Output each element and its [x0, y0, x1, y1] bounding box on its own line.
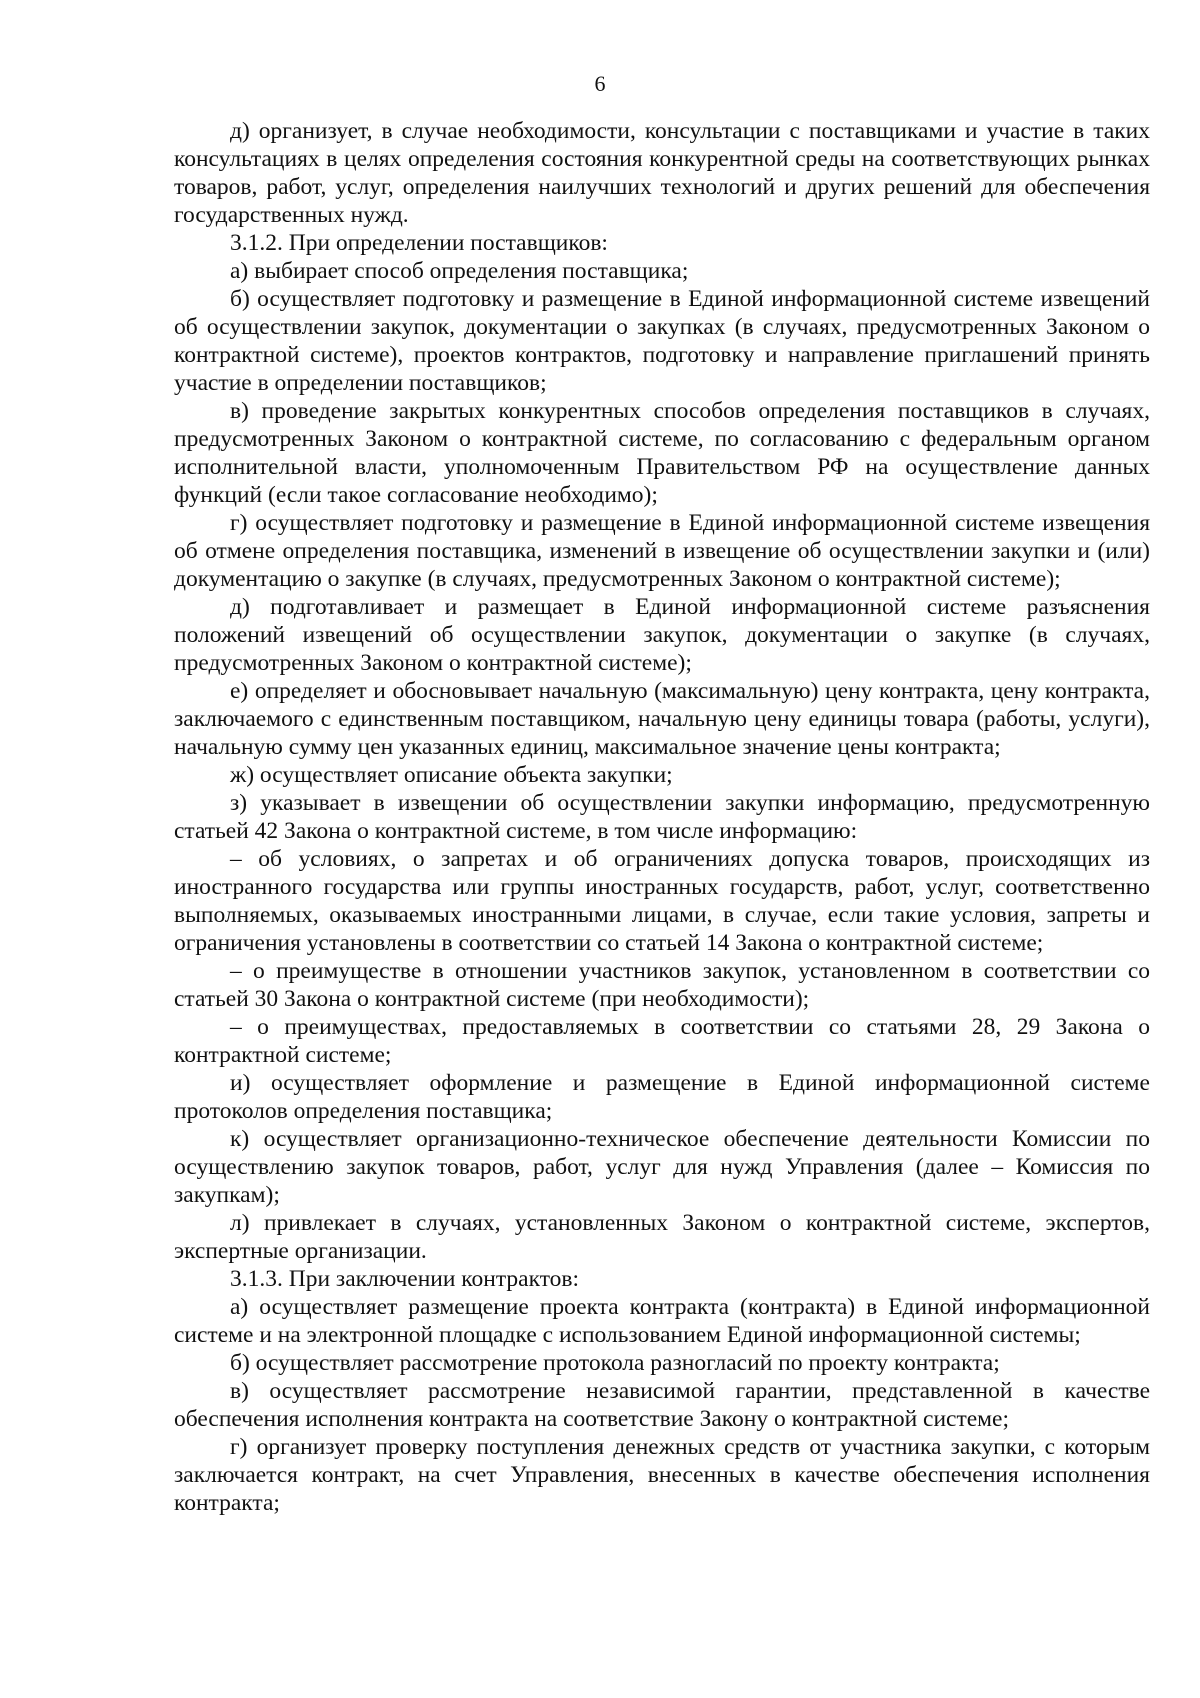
- paragraph-i-protocols: и) осуществляет оформление и размещение в Единой информационной системе протоколов определения поставщика;: [174, 1070, 1150, 1124]
- list-item-conditions-bans: – об условиях, о запретах и об ограничениях допуска товаров, происходящих из иностранного государства или группы иностранных государств, работ, услуг, соответственно выполняемых, оказываемых иностранными лицами, в случае, если такие условия, запреты и ограничения установлены в соответствии со статьей 14 Закона о контрактной системе;: [174, 846, 1150, 956]
- document-body: [174, 117, 1150, 1517]
- list-item-advantages-articles-28-29: – о преимуществах, предоставляемых в соответствии со статьями 28, 29 Закона о контрактной системе;: [174, 1014, 1150, 1068]
- page-number: 6: [594, 71, 606, 96]
- paragraph-b-prepare-notices: б) осуществляет подготовку и размещение в Единой информационной системе извещений об осуществлении закупок, документации о закупках (в случаях, предусмотренных Законом о контрактной системе), проектов контрактов, подготовку и направление приглашений принять участие в определении поставщиков;: [174, 286, 1150, 396]
- paragraph-a-choose-method: а) выбирает способ определения поставщика;: [230, 258, 689, 284]
- paragraph-g-cancel-notice: г) осуществляет подготовку и размещение в Единой информационной системе извещения об отмене определения поставщика, изменений в извещение об осуществлении закупки и (или) документацию о закупке (в случаях, предусмотренных Законом о контрактной системе);: [174, 510, 1150, 592]
- paragraph-g-funds-check: г) организует проверку поступления денежных средств от участника закупки, с которым заключается контракт, на счет Управления, внесенных в качестве обеспечения исполнения контракта;: [174, 1434, 1150, 1516]
- paragraph-d-clarifications: д) подготавливает и размещает в Единой информационной системе разъяснения положений извещений об осуществлении закупок, документации о закупке (в случаях, предусмотренных Законом о контрактной системе);: [174, 594, 1150, 676]
- section-heading-3-1-3: 3.1.3. При заключении контрактов:: [230, 1266, 580, 1292]
- paragraph-v-closed-methods: в) проведение закрытых конкурентных способов определения поставщиков в случаях, предусмотренных Законом о контрактной системе, по согласованию с федеральным органом исполнительной власти, уполномоченным Правительством РФ на осуществление данных функций (если такое согласование необходимо);: [174, 398, 1150, 508]
- paragraph-e-contract-price: е) определяет и обосновывает начальную (максимальную) цену контракта, цену контракта, заключаемого с единственным поставщиком, начальную цену единицы товара (работы, услуги), начальную сумму цен указанных единиц, максимальное значение цены контракта;: [174, 678, 1150, 760]
- paragraph-l-experts: л) привлекает в случаях, установленных Законом о контрактной системе, экспертов, экспертные организации.: [174, 1210, 1150, 1264]
- paragraph-v-guarantee: в) осуществляет рассмотрение независимой гарантии, представленной в качестве обеспечения исполнения контракта на соответствие Закону о контрактной системе;: [174, 1378, 1150, 1432]
- paragraph-d-consultations: д) организует, в случае необходимости, консультации с поставщиками и участие в таких консультациях в целях определения состояния конкурентной среды на соответствующих рынках товаров, работ, услуг, определения наилучших технологий и других решений для обеспечения государственных нужд.: [174, 118, 1150, 228]
- paragraph-k-commission-support: к) осуществляет организационно-техническое обеспечение деятельности Комиссии по осуществлению закупок товаров, работ, услуг для нужд Управления (далее – Комиссия по закупкам);: [174, 1126, 1150, 1208]
- paragraph-a-draft-contract: а) осуществляет размещение проекта контракта (контракта) в Единой информационной системе и на электронной площадке с использованием Единой информационной системы;: [174, 1294, 1150, 1348]
- paragraph-zh-object-description: ж) осуществляет описание объекта закупки;: [230, 762, 673, 788]
- paragraph-z-notice-info: з) указывает в извещении об осуществлении закупки информацию, предусмотренную статьей 42 Закона о контрактной системе, в том числе информацию:: [174, 790, 1150, 844]
- paragraph-b-disagreements: б) осуществляет рассмотрение протокола разногласий по проекту контракта;: [230, 1350, 1000, 1376]
- list-item-advantage-article-30: – о преимуществе в отношении участников закупок, установленном в соответствии со статьей 30 Закона о контрактной системе (при необходимости);: [174, 958, 1150, 1012]
- section-heading-3-1-2: 3.1.2. При определении поставщиков:: [230, 230, 608, 256]
